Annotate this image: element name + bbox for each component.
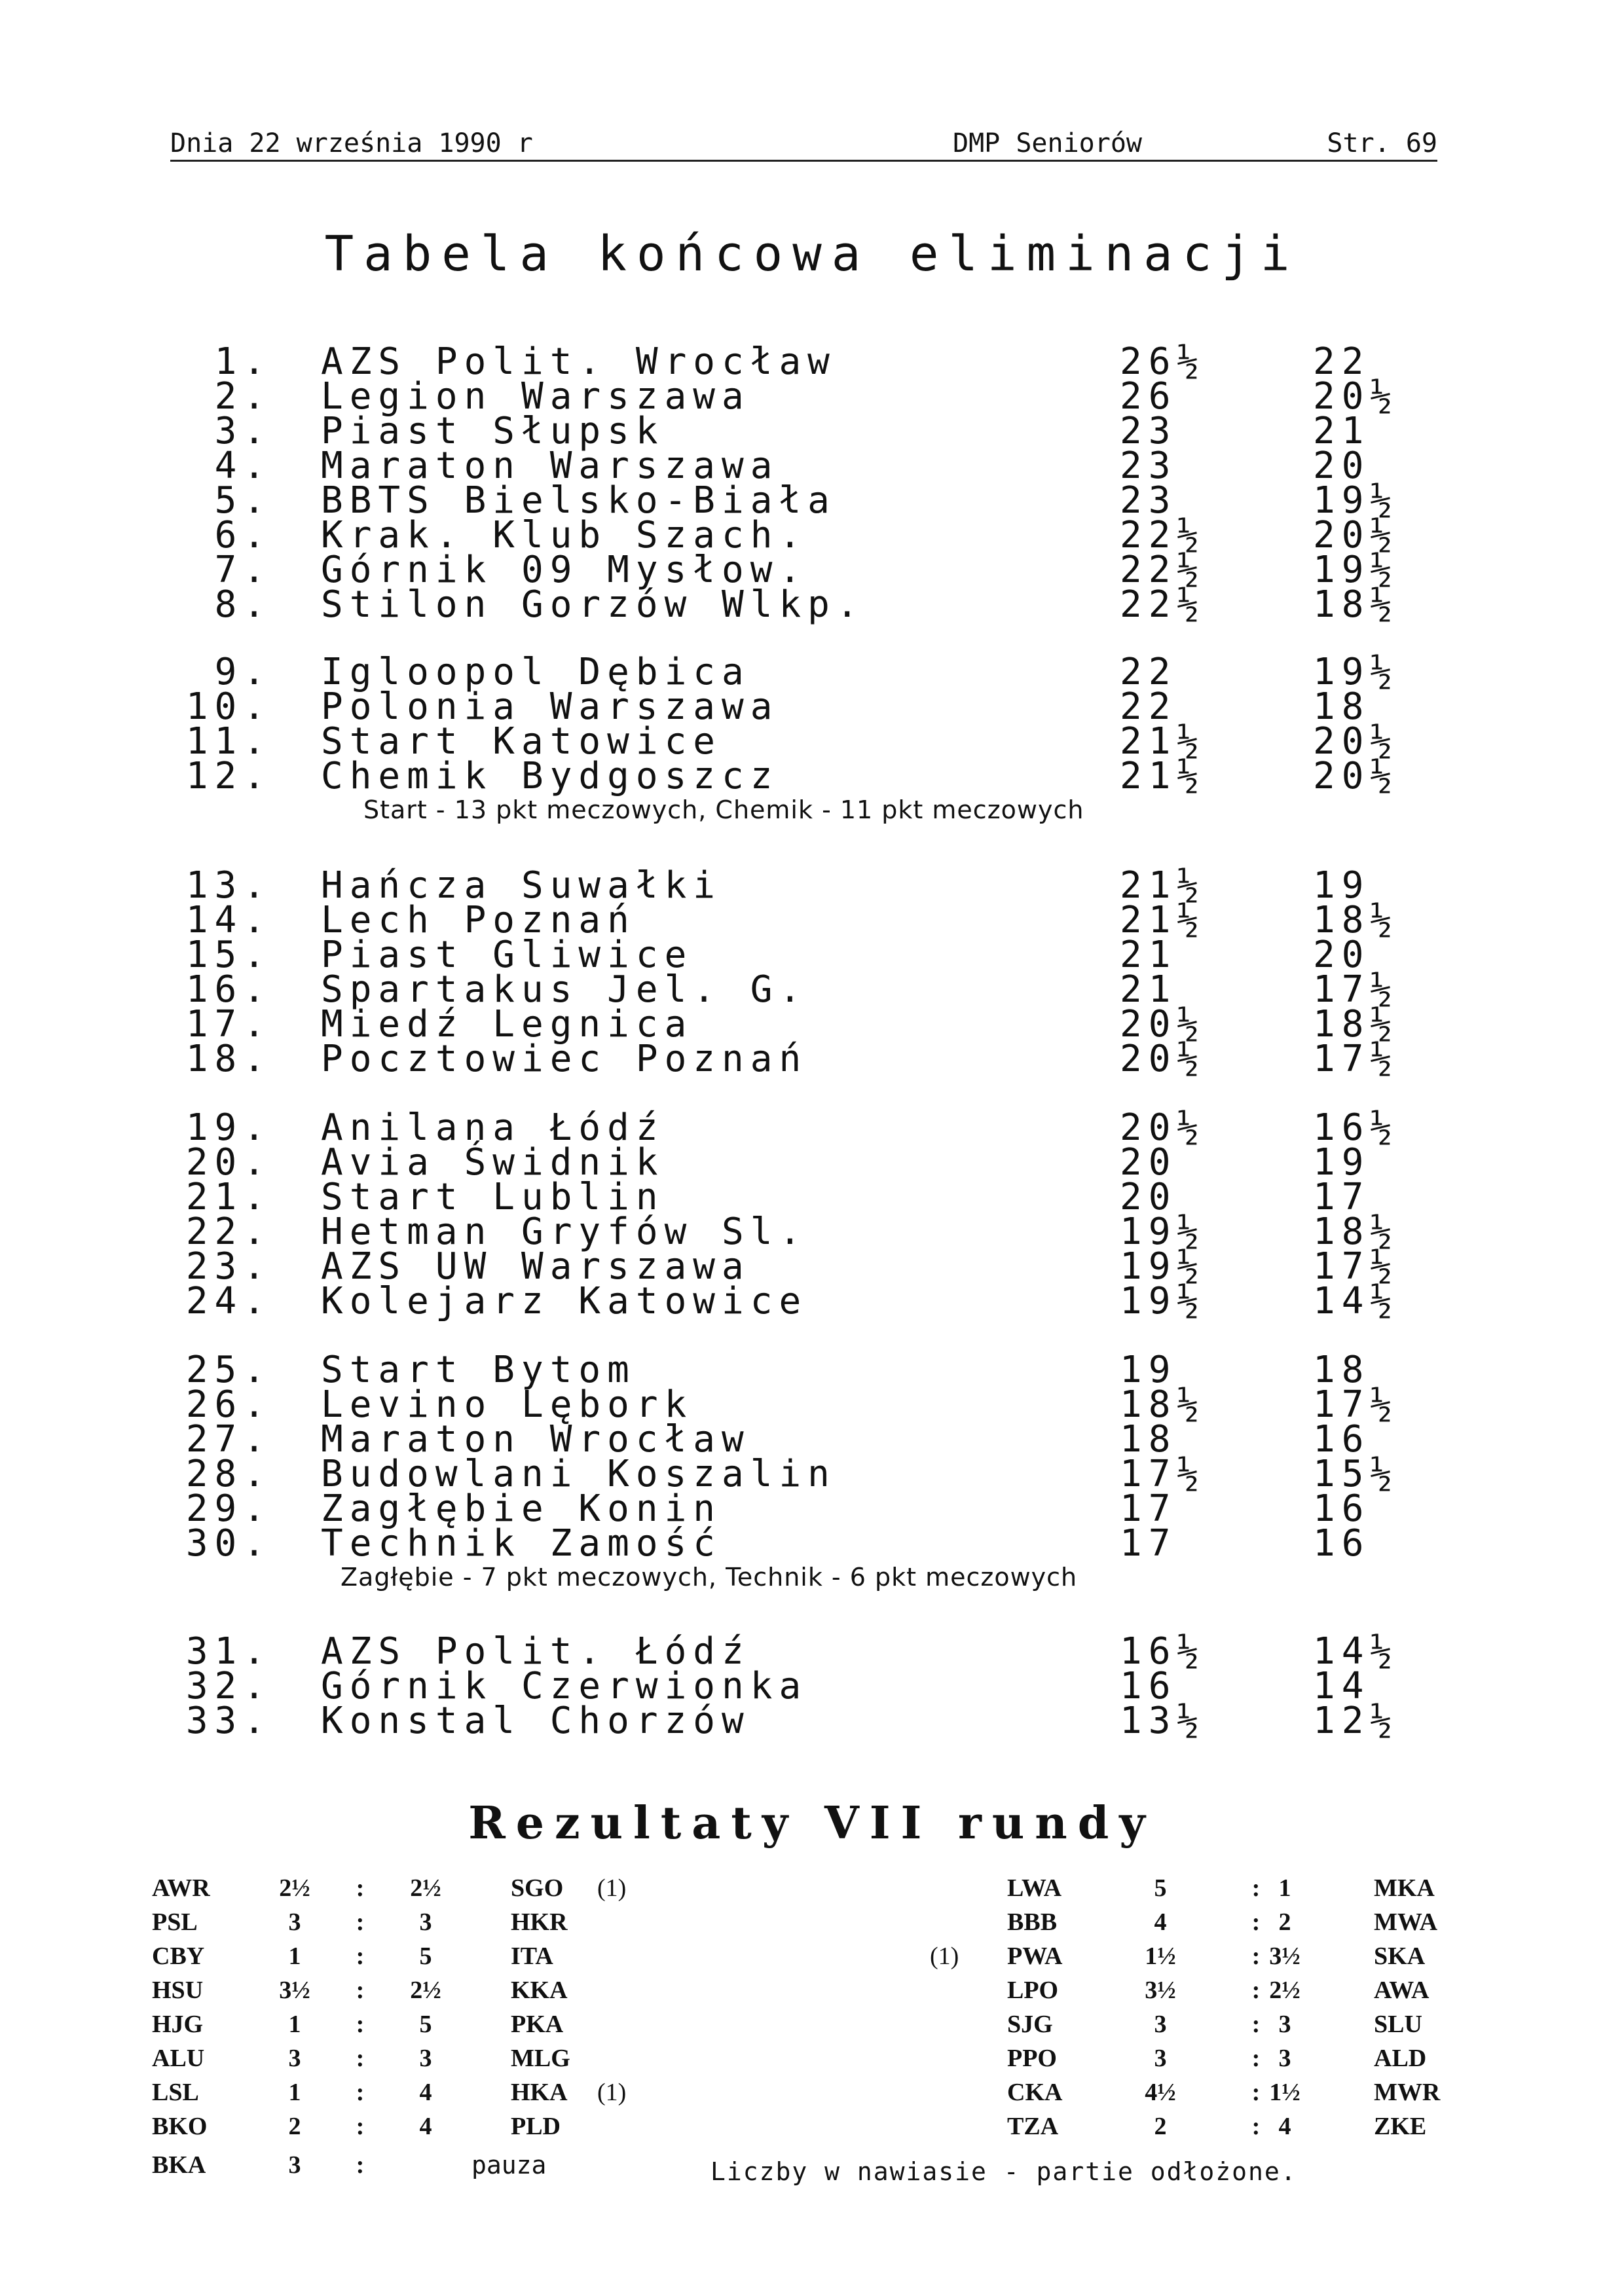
standing-match-points: 21½ (1120, 864, 1206, 907)
standing-position: 2. (214, 375, 272, 418)
standing-team: Levino Lębork (321, 1383, 693, 1426)
standing-board-points: 18 (1313, 1349, 1371, 1391)
standing-position: 24. (185, 1280, 272, 1322)
standing-board-points: 18 (1313, 685, 1371, 728)
standing-position: 20. (185, 1141, 272, 1184)
standing-match-points: 23 (1120, 410, 1177, 452)
result-row (0, 2112, 1624, 2140)
result-home-team: AWR (152, 1874, 210, 1902)
standing-board-points: 20 (1313, 445, 1371, 487)
result-home-team: LWA (1007, 1874, 1062, 1902)
standing-board-points: 20 (1313, 934, 1371, 976)
result-home-score: 3½ (279, 1977, 310, 2004)
result-away-team: PKA (511, 2011, 564, 2038)
result-home-team: CBY (152, 1942, 205, 1970)
result-away-team: KKA (511, 1977, 568, 2004)
result-away-score: 2½ (1269, 1977, 1301, 2004)
standings-row (0, 1280, 1624, 1322)
result-separator: : (1251, 1977, 1261, 2004)
standing-match-points: 21 (1120, 968, 1177, 1011)
result-home-score: 3½ (1145, 1977, 1176, 2004)
result-home-score: 3 (1154, 2011, 1167, 2038)
standings-row (0, 514, 1624, 556)
standing-team: Zagłębie Konin (321, 1487, 722, 1530)
standings-row (0, 1176, 1624, 1218)
standing-match-points: 19½ (1120, 1211, 1206, 1253)
tiebreak-note-text: Start - 13 pkt meczowych, Chemik - 11 pkt meczowych (363, 795, 1084, 824)
standings-row (0, 864, 1624, 907)
standings-row (0, 899, 1624, 941)
standing-position: 16. (185, 968, 272, 1011)
result-separator: : (1251, 1874, 1261, 1902)
standing-position: 23. (185, 1245, 272, 1288)
result-row (0, 2078, 1624, 2105)
result-home-score: 2 (288, 2113, 301, 2140)
result-home-score: 3 (288, 2045, 301, 2072)
standing-team: AZS UW Warszawa (321, 1245, 750, 1288)
standings-row (0, 1665, 1624, 1707)
standings-row (0, 755, 1624, 797)
header-event: DMP Seniorów (953, 128, 1142, 158)
result-away-team: ITA (511, 1942, 553, 1970)
standing-board-points: 14 (1313, 1665, 1371, 1707)
standing-board-points: 19½ (1313, 479, 1399, 522)
result-separator: : (356, 1977, 365, 2004)
result-adjourned: (1) (597, 1874, 627, 1902)
result-home-team: HSU (152, 1977, 204, 2004)
standing-position: 8. (214, 583, 272, 626)
standing-board-points: 20½ (1313, 375, 1399, 418)
result-home-team: LSL (152, 2079, 199, 2106)
result-home-team: PSL (152, 1908, 198, 1936)
header-page-number: Str. 69 (1327, 128, 1437, 158)
standings-row (0, 934, 1624, 976)
standing-team: Górnik Czerwionka (321, 1665, 808, 1707)
standing-team: Polonia Warszawa (321, 685, 779, 728)
standing-position: 22. (185, 1211, 272, 1253)
result-home-score: 4½ (1145, 2079, 1176, 2106)
standing-match-points: 21½ (1120, 755, 1206, 797)
standing-position: 26. (185, 1383, 272, 1426)
standing-team: Konstal Chorzów (321, 1700, 750, 1742)
standings-row (0, 1003, 1624, 1046)
result-away-score: 3 (1278, 2045, 1291, 2072)
page-header (170, 128, 1437, 162)
result-separator: : (1251, 2011, 1261, 2038)
standing-board-points: 19½ (1313, 651, 1399, 693)
result-row (0, 2010, 1624, 2037)
result-row (0, 1908, 1624, 1935)
standings-row (0, 479, 1624, 522)
result-row (0, 2044, 1624, 2071)
result-home-team: PPO (1007, 2045, 1057, 2072)
standing-team: Avia Świdnik (321, 1141, 665, 1184)
standing-position: 30. (185, 1522, 272, 1565)
standings-row (0, 1522, 1624, 1565)
result-adjourned: (1) (930, 1942, 959, 1970)
standing-position: 21. (185, 1176, 272, 1218)
standing-position: 18. (185, 1038, 272, 1080)
result-home-score: 1½ (1145, 1942, 1176, 1970)
result-away-score: 4 (1278, 2113, 1291, 2140)
result-separator: : (1251, 1942, 1261, 1970)
result-away-score: 3 (419, 2045, 432, 2072)
standing-position: 10. (185, 685, 272, 728)
result-separator: : (356, 1908, 365, 1936)
standings-row (0, 1418, 1624, 1461)
result-home-team: CKA (1007, 2079, 1063, 2106)
result-away-score: 5 (419, 2011, 432, 2038)
standing-position: 31. (185, 1630, 272, 1673)
standing-match-points: 18 (1120, 1418, 1177, 1461)
result-home-team: ALU (152, 2045, 205, 2072)
standing-board-points: 20½ (1313, 755, 1399, 797)
result-away-score: 4 (419, 2113, 432, 2140)
standing-team: Maraton Wrocław (321, 1418, 750, 1461)
result-away-score: 1 (1278, 1874, 1291, 1902)
standing-position: 14. (185, 899, 272, 941)
result-away-team: HKA (511, 2079, 568, 2106)
standing-board-points: 17 (1313, 1176, 1371, 1218)
standing-board-points: 19 (1313, 1141, 1371, 1184)
standing-match-points: 19 (1120, 1349, 1177, 1391)
standing-match-points: 20 (1120, 1141, 1177, 1184)
standing-board-points: 18½ (1313, 899, 1399, 941)
standings-row (0, 1453, 1624, 1495)
result-home-score: 2 (1154, 2113, 1167, 2140)
result-separator: : (356, 2011, 365, 2038)
standings-row (0, 1700, 1624, 1742)
standing-position: 17. (185, 1003, 272, 1046)
standing-team: Igloopol Dębica (321, 651, 750, 693)
result-separator: : (356, 2045, 365, 2072)
standings-row (0, 375, 1624, 418)
result-home-score: 4 (1154, 1908, 1167, 1936)
standing-board-points: 12½ (1313, 1700, 1399, 1742)
standing-board-points: 18½ (1313, 583, 1399, 626)
standing-position: 27. (185, 1418, 272, 1461)
standing-board-points: 14½ (1313, 1280, 1399, 1322)
standing-team: Hańcza Suwałki (321, 864, 722, 907)
standing-team: Budowlani Koszalin (321, 1453, 836, 1495)
standing-position: 7. (214, 549, 272, 591)
result-row (0, 1874, 1624, 1901)
standings-row (0, 1487, 1624, 1530)
standing-board-points: 21 (1313, 410, 1371, 452)
standing-team: AZS Polit. Łódź (321, 1630, 750, 1673)
result-away-score: 1½ (1269, 2079, 1301, 2106)
results-title: Rezultaty VII rundy (468, 1797, 1156, 1850)
header-date: Dnia 22 września 1990 r (170, 128, 533, 158)
result-home-team: BBB (1007, 1908, 1058, 1936)
result-separator: : (1251, 2045, 1261, 2072)
result-away-score: 2 (1278, 1908, 1291, 1936)
standing-match-points: 17½ (1120, 1453, 1206, 1495)
result-home-score: 3 (1154, 2045, 1167, 2072)
standing-position: 19. (185, 1106, 272, 1149)
standing-match-points: 23 (1120, 445, 1177, 487)
standing-team: Spartakus Jel. G. (321, 968, 808, 1011)
standing-team: Górnik 09 Mysłow. (321, 549, 808, 591)
standing-board-points: 15½ (1313, 1453, 1399, 1495)
standing-match-points: 20 (1120, 1176, 1177, 1218)
result-adjourned: (1) (597, 2079, 627, 2106)
standing-team: Chemik Bydgoszcz (321, 755, 779, 797)
standings-row (0, 445, 1624, 487)
result-home-team: PWA (1007, 1942, 1063, 1970)
result-row (0, 1976, 1624, 2003)
page-title: Tabela końcowa eliminacji (324, 226, 1300, 282)
standing-team: Start Lublin (321, 1176, 665, 1218)
standing-match-points: 17 (1120, 1522, 1177, 1565)
standing-team: Legion Warszawa (321, 375, 750, 418)
result-home-team: LPO (1007, 1977, 1059, 2004)
standing-match-points: 21½ (1120, 720, 1206, 763)
standing-match-points: 13½ (1120, 1700, 1206, 1742)
standing-match-points: 20½ (1120, 1038, 1206, 1080)
standing-team: Hetman Gryfów Sl. (321, 1211, 808, 1253)
standings-row (0, 685, 1624, 728)
result-home-team: SJG (1007, 2011, 1053, 2038)
standing-position: 33. (185, 1700, 272, 1742)
standing-position: 3. (214, 410, 272, 452)
standing-team: Krak. Klub Szach. (321, 514, 808, 556)
standings-row (0, 651, 1624, 693)
result-home-score: 1 (288, 1942, 301, 1970)
standings-row (0, 1630, 1624, 1673)
standing-match-points: 26 (1120, 375, 1177, 418)
standing-position: 32. (185, 1665, 272, 1707)
standing-match-points: 20½ (1120, 1003, 1206, 1046)
standing-position: 1. (214, 340, 272, 383)
standings-row (0, 1245, 1624, 1288)
result-home-score: 1 (288, 2011, 301, 2038)
standing-board-points: 18½ (1313, 1211, 1399, 1253)
standing-match-points: 18½ (1120, 1383, 1206, 1426)
standing-team: Piast Słupsk (321, 410, 665, 452)
standing-board-points: 17½ (1313, 1383, 1399, 1426)
standing-team: Piast Gliwice (321, 934, 693, 976)
standing-board-points: 17½ (1313, 1038, 1399, 1080)
standing-board-points: 17½ (1313, 968, 1399, 1011)
adjourned-games-legend: Liczby w nawiasie - partie odłożone. (710, 2157, 1297, 2186)
result-bye: pauza (471, 2151, 547, 2179)
standing-position: 9. (214, 651, 272, 693)
result-away-team: AWA (1374, 1977, 1430, 2004)
result-away-team: SKA (1374, 1942, 1426, 1970)
standing-board-points: 20½ (1313, 514, 1399, 556)
standing-match-points: 16½ (1120, 1630, 1206, 1673)
standing-team: Anilana Łódź (321, 1106, 665, 1149)
result-away-team: MKA (1374, 1874, 1435, 1902)
result-away-team: MWA (1374, 1908, 1438, 1936)
standing-board-points: 22 (1313, 340, 1371, 383)
result-separator: : (356, 2113, 365, 2140)
tiebreak-note-text: Zagłębie - 7 pkt meczowych, Technik - 6 pkt meczowych (341, 1563, 1078, 1592)
standing-position: 6. (214, 514, 272, 556)
standing-match-points: 22½ (1120, 549, 1206, 591)
standing-position: 12. (185, 755, 272, 797)
standing-match-points: 20½ (1120, 1106, 1206, 1149)
standing-position: 15. (185, 934, 272, 976)
result-separator: : (356, 2151, 365, 2179)
result-home-score: 3 (288, 2151, 301, 2179)
standing-position: 5. (214, 479, 272, 522)
standings-row (0, 1383, 1624, 1426)
standing-board-points: 19 (1313, 864, 1371, 907)
result-separator: : (356, 1874, 365, 1902)
standing-match-points: 19½ (1120, 1280, 1206, 1322)
result-separator: : (1251, 2113, 1261, 2140)
standing-board-points: 16½ (1313, 1106, 1399, 1149)
standing-board-points: 20½ (1313, 720, 1399, 763)
standing-position: 29. (185, 1487, 272, 1530)
standing-match-points: 16 (1120, 1665, 1177, 1707)
standing-match-points: 26½ (1120, 340, 1206, 383)
standing-board-points: 16 (1313, 1418, 1371, 1461)
standings-row (0, 1106, 1624, 1149)
standings-row (0, 968, 1624, 1011)
result-away-team: ALD (1374, 2045, 1427, 2072)
standings-row (0, 549, 1624, 591)
result-away-team: SLU (1374, 2011, 1422, 2038)
standing-board-points: 18½ (1313, 1003, 1399, 1046)
result-away-team: MLG (511, 2045, 570, 2072)
standing-board-points: 17½ (1313, 1245, 1399, 1288)
result-home-score: 2½ (279, 1874, 310, 1902)
standings-row (0, 1349, 1624, 1391)
standing-team: Maraton Warszawa (321, 445, 779, 487)
standing-position: 13. (185, 864, 272, 907)
standings-row (0, 1211, 1624, 1253)
standings-row (0, 340, 1624, 383)
standing-board-points: 14½ (1313, 1630, 1399, 1673)
standing-team: Start Bytom (321, 1349, 636, 1391)
standing-position: 11. (185, 720, 272, 763)
standings-row (0, 1141, 1624, 1184)
result-away-team: PLD (511, 2113, 561, 2140)
result-away-team: MWR (1374, 2079, 1441, 2106)
result-separator: : (1251, 1908, 1261, 1936)
result-home-team: BKO (152, 2113, 208, 2140)
result-home-score: 5 (1154, 1874, 1167, 1902)
standing-board-points: 16 (1313, 1487, 1371, 1530)
result-away-team: HKR (511, 1908, 568, 1936)
standing-match-points: 23 (1120, 479, 1177, 522)
result-away-team: ZKE (1374, 2113, 1427, 2140)
standing-team: BBTS Bielsko-Biała (321, 479, 836, 522)
standing-match-points: 22½ (1120, 514, 1206, 556)
standing-position: 25. (185, 1349, 272, 1391)
standing-team: Lech Poznań (321, 899, 636, 941)
standing-team: Pocztowiec Poznań (321, 1038, 808, 1080)
result-home-score: 3 (288, 1908, 301, 1936)
standing-match-points: 22 (1120, 651, 1177, 693)
standing-team: AZS Polit. Wrocław (321, 340, 836, 383)
result-away-score: 3 (419, 1908, 432, 1936)
result-row (0, 1942, 1624, 1969)
standing-team: Miedź Legnica (321, 1003, 693, 1046)
standing-match-points: 22½ (1120, 583, 1206, 626)
result-separator: : (356, 2079, 365, 2106)
standing-team: Technik Zamość (321, 1522, 722, 1565)
standing-board-points: 16 (1313, 1522, 1371, 1565)
result-away-score: 3 (1278, 2011, 1291, 2038)
standings-row (0, 583, 1624, 626)
standings-row (0, 410, 1624, 452)
standing-match-points: 21 (1120, 934, 1177, 976)
result-away-score: 2½ (410, 1977, 441, 2004)
standing-match-points: 21½ (1120, 899, 1206, 941)
standing-match-points: 19½ (1120, 1245, 1206, 1288)
standings-row (0, 720, 1624, 763)
standing-position: 4. (214, 445, 272, 487)
standing-position: 28. (185, 1453, 272, 1495)
standing-board-points: 19½ (1313, 549, 1399, 591)
result-home-score: 1 (288, 2079, 301, 2106)
result-home-team: TZA (1007, 2113, 1059, 2140)
result-away-score: 4 (419, 2079, 432, 2106)
result-away-score: 2½ (410, 1874, 441, 1902)
standing-match-points: 17 (1120, 1487, 1177, 1530)
standings-row (0, 1038, 1624, 1080)
result-home-team: BKA (152, 2151, 206, 2179)
standing-match-points: 22 (1120, 685, 1177, 728)
result-away-score: 5 (419, 1942, 432, 1970)
result-separator: : (1251, 2079, 1261, 2106)
standing-team: Start Katowice (321, 720, 722, 763)
standing-team: Kolejarz Katowice (321, 1280, 808, 1322)
standing-team: Stilon Gorzów Wlkp. (321, 583, 865, 626)
result-away-score: 3½ (1269, 1942, 1301, 1970)
result-away-team: SGO (511, 1874, 564, 1902)
result-separator: : (356, 1942, 365, 1970)
result-home-team: HJG (152, 2011, 204, 2038)
